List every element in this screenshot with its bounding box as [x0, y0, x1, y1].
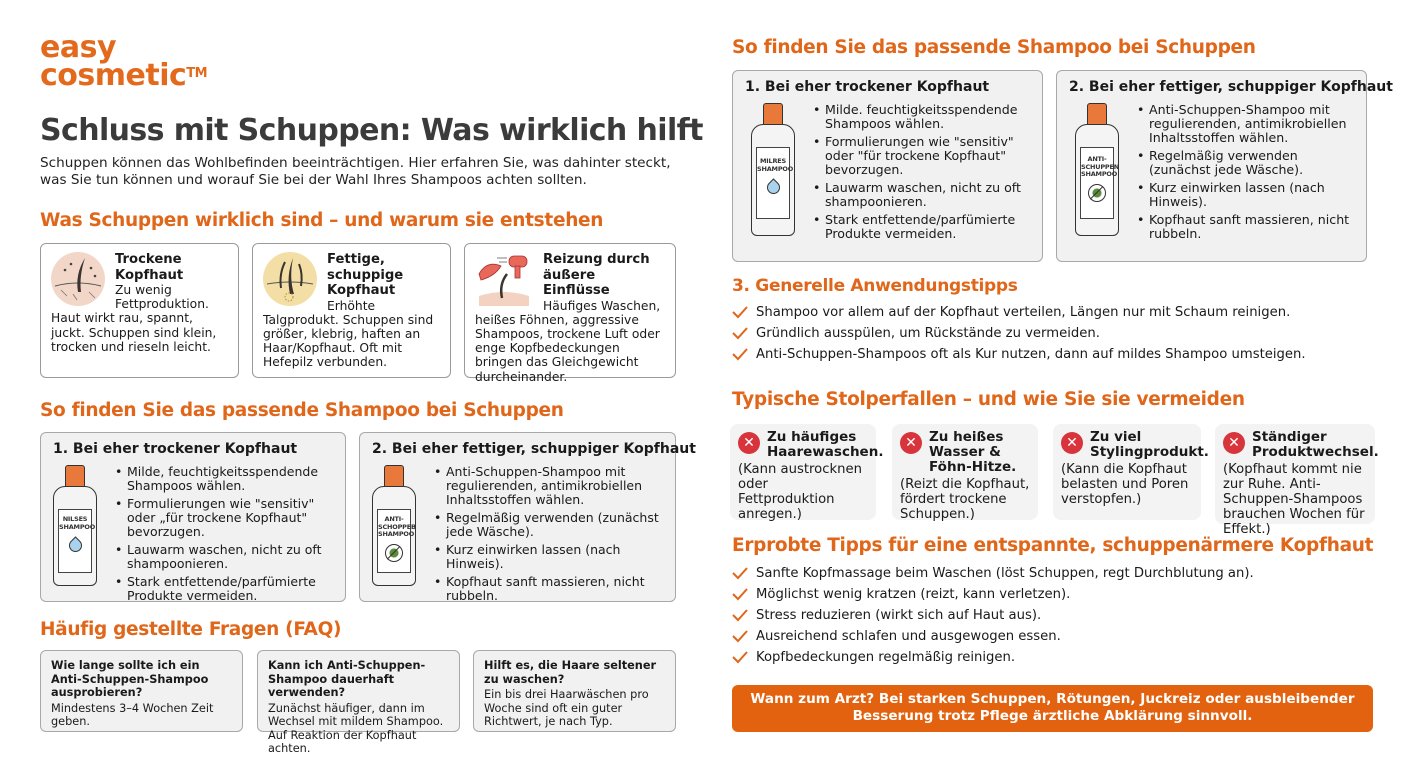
- faq-question: Wie lange sollte ich ein Anti-Schuppen-Shampoo ausprobieren?: [51, 659, 209, 699]
- pitfall-card: [1053, 424, 1209, 520]
- faq-heading: Häufig gestellte Fragen (FAQ): [40, 619, 342, 640]
- pitfalls-heading: Typische Stolperfallen – und wie Sie sie vermeiden: [732, 389, 1245, 410]
- list-item: Anti-Schuppen-Shampoos oft als Kur nutzen, dann auf mildes Shampoo umsteigen.: [732, 344, 1306, 365]
- causes-heading: Was Schuppen wirklich sind – und warum sie entstehen: [40, 210, 604, 231]
- list-item: Möglichst wenig kratzen (reizt, kann verletzen).: [732, 584, 1254, 605]
- brand-line2: cosmetic: [40, 58, 187, 93]
- list-item: • Kopfhaut sanft massieren, nicht rubbeln.: [1137, 213, 1354, 241]
- list-item: • Anti-Schuppen-Shampoo mit regulierenden, antimikrobiellen Inhaltsstoffen wählen.: [1137, 103, 1354, 145]
- faq-item: [473, 650, 676, 732]
- pitfall-text: (Kann die Kopfhaut belasten und Poren verstopfen.): [1061, 462, 1189, 507]
- list-item: • Milde, feuchtigkeitsspendende Shampoos wählen.: [115, 465, 333, 493]
- banner-line: Besserung trotz Pflege ärztliche Abklärung sinnvoll.: [852, 708, 1253, 724]
- faq-answer: Ein bis drei Haarwäschen pro Woche sind oft ein guter Richtwert, je nach Typ.: [484, 688, 649, 728]
- cause-card-irritation: [464, 243, 676, 384]
- list-item: • Stark entfettende/parfümierte Produkte vermeiden.: [813, 213, 1030, 241]
- cause-text: Zu wenig Fettproduktion. Haut wirkt rau, spannt, juckt. Schuppen sind klein, trocken und rieseln leicht.: [51, 283, 217, 354]
- list-item: • Lauwarm waschen, nicht zu oft shampoonieren.: [813, 181, 1030, 209]
- list-item: • Formulierungen wie "sensitiv" oder "für trockene Kopfhaut" bevorzugen.: [813, 135, 1030, 177]
- faq-item: [257, 650, 460, 755]
- cause-title: Trockene Kopfhaut: [115, 252, 184, 283]
- cause-card-dry: [40, 243, 239, 378]
- shampoo-heading-right: So finden Sie das passende Shampoo bei Schuppen: [732, 37, 1256, 58]
- pitfall-title: Zu heißes Wasser & Föhn-Hitze.: [929, 429, 1017, 475]
- checkmark-icon: [732, 608, 748, 622]
- list-item: • Formulierungen wie "sensitiv" oder „für trockene Kopfhaut" bevorzugen.: [115, 497, 333, 539]
- checkmark-icon: [732, 650, 748, 664]
- shampoo-tips-list: [1137, 103, 1354, 245]
- checkmark-icon: [732, 305, 748, 319]
- checkmark-icon: [732, 629, 748, 643]
- checkmark-icon: [732, 566, 748, 580]
- water-drop-icon: [764, 178, 782, 196]
- oily-scalp-icon: [263, 252, 317, 306]
- list-item: Ausreichend schlafen und ausgewogen essen.: [732, 626, 1254, 647]
- shampoo-card-dry-left: [40, 432, 346, 602]
- shampoo-card-title: 2. Bei eher fettiger, schuppiger Kopfhaut: [1069, 79, 1393, 95]
- pitfall-text: (Reizt die Kopfhaut, fördert trockene Schuppen.): [900, 477, 1030, 522]
- banner-line: Wann zum Arzt? Bei starken Schuppen, Rötungen, Juckreiz oder ausbleibender: [750, 691, 1355, 707]
- shampoo-heading-left: So finden Sie das passende Shampoo bei Schuppen: [40, 400, 564, 421]
- doctor-advice-banner: [732, 685, 1373, 732]
- shampoo-tips-list: [434, 465, 663, 607]
- water-drop-icon: [66, 536, 84, 554]
- intro-text: Schuppen können das Wohlbefinden beeinträchtigen. Hier erfahren Sie, was dahinter steckt, was Sie tun können und worauf Sie bei der Wahl Ihres Shampoos achten sollten.: [40, 155, 671, 188]
- pitfall-title: Ständiger Produktwechsel.: [1252, 429, 1379, 460]
- general-tips-list: [732, 302, 1306, 365]
- cause-text: Häufiges Waschen, heißes Föhnen, aggressive Shampoos, trockene Luft oder enge Kopfbedeckungen bringen das Gleichgewicht durcheinander.: [475, 298, 661, 384]
- pitfall-card: [730, 424, 884, 522]
- cause-card-oily: [252, 243, 451, 378]
- list-item: • Kurz einwirken lassen (nach Hinweis).: [434, 543, 663, 571]
- list-item: • Kurz einwirken lassen (nach Hinweis).: [1137, 181, 1354, 209]
- cause-text: Erhöhte Talgprodukt. Schuppen sind größer, klebrig, haften an Haar/Kopfhaut. Oft mit Hefepilz verbunden.: [263, 298, 434, 370]
- list-item: Kopfbedeckungen regelmäßig reinigen.: [732, 647, 1254, 668]
- trademark: TM: [186, 66, 208, 81]
- checkmark-icon: [732, 326, 748, 340]
- shampoo-card-oily-left: [359, 432, 696, 603]
- shampoo-card-dry-right: [732, 70, 1043, 262]
- general-tips-heading: 3. Generelle Anwendungstipps: [732, 276, 1018, 296]
- list-item: • Kopfhaut sanft massieren, nicht rubbeln.: [434, 575, 663, 603]
- cause-title: Fettige, schuppige Kopfhaut: [327, 252, 404, 298]
- list-item: • Anti-Schuppen-Shampoo mit regulierenden, antimikrobiellen Inhaltsstoffen wählen.: [434, 465, 663, 507]
- list-item: • Regelmäßig verwenden (zunächst jede Wäsche).: [434, 511, 663, 539]
- pitfall-title: Zu viel Stylingprodukt.: [1090, 429, 1209, 460]
- list-item: • Lauwarm waschen, nicht zu oft shampoonieren.: [115, 543, 333, 571]
- dry-scalp-icon: [51, 252, 105, 306]
- checkmark-icon: [732, 587, 748, 601]
- brand-line1: easy: [40, 30, 117, 65]
- mild-shampoo-bottle-icon: MILRES SHAMPOO: [751, 103, 795, 245]
- list-item: • Regelmäßig verwenden (zunächst jede Wäsche).: [1137, 149, 1354, 177]
- list-item: Sanfte Kopfmassage beim Waschen (löst Schuppen, regt Durchblutung an).: [732, 563, 1254, 584]
- faq-answer: Zunächst häufiger, dann im Wechsel mit mildem Shampoo. Auf Reaktion der Kopfhaut achten.: [268, 701, 444, 755]
- faq-question: Hilft es, die Haare seltener zu waschen?: [484, 659, 657, 686]
- shampoo-card-title: 2. Bei eher fettiger, schuppiger Kopfhaut: [372, 441, 696, 457]
- checkmark-icon: [732, 347, 748, 361]
- list-item: • Stark entfettende/parfümierte Produkte vermeiden.: [115, 575, 333, 603]
- shampoo-card-title: 1. Bei eher trockener Kopfhaut: [745, 79, 990, 95]
- shampoo-tips-list: [813, 103, 1030, 245]
- shampoo-card-title: 1. Bei eher trockener Kopfhaut: [53, 441, 298, 457]
- mild-shampoo-bottle-icon: NILSES SHAMPOO: [53, 465, 97, 607]
- faq-question: Kann ich Anti-Schuppen-Shampoo dauerhaft verwenden?: [268, 659, 426, 699]
- list-item: Stress reduzieren (wirkt sich auf Haut aus).: [732, 605, 1254, 626]
- pitfall-text: (Kopfhaut kommt nie zur Ruhe. Anti-Schuppen-Shampoos brauchen Wochen für Effekt.): [1223, 462, 1365, 537]
- no-germ-icon: [385, 544, 403, 562]
- faq-answer: Mindestens 3–4 Wochen Zeit geben.: [51, 701, 214, 728]
- list-item: • Milde. feuchtigkeitsspendende Shampoos wählen.: [813, 103, 1030, 131]
- anti-dandruff-bottle-icon: ANTI-SCHOPPEB SHAMPOO: [372, 465, 416, 607]
- list-item: Shampoo vor allem auf der Kopfhaut verteilen, Längen nur mit Schaum reinigen.: [732, 302, 1306, 323]
- list-item: Gründlich ausspülen, um Rückstände zu vermeiden.: [732, 323, 1306, 344]
- faq-item: [40, 650, 243, 732]
- pitfall-card: [892, 424, 1038, 520]
- irritation-icon: [475, 252, 533, 306]
- shampoo-tips-list: [115, 465, 333, 607]
- error-x-icon: ✕: [1061, 432, 1083, 454]
- pitfall-text: (Kann austrocknen oder Fettproduktion anregen.): [738, 462, 862, 522]
- no-germ-icon: [1088, 184, 1106, 202]
- anti-dandruff-bottle-icon: ANTI-SCHUPPEN SHAMPOO: [1075, 103, 1119, 245]
- error-x-icon: ✕: [1223, 432, 1245, 454]
- shampoo-card-oily-right: [1056, 70, 1393, 262]
- error-x-icon: ✕: [738, 432, 760, 454]
- pitfall-card: [1215, 424, 1379, 537]
- page-title: Schluss mit Schuppen: Was wirklich hilft: [40, 113, 703, 148]
- brand-logo: [40, 30, 208, 93]
- error-x-icon: ✕: [900, 432, 922, 454]
- proven-tips-heading: Erprobte Tipps für eine entspannte, schuppenärmere Kopfhaut: [732, 535, 1374, 556]
- pitfall-title: Zu häufiges Haarewaschen.: [767, 429, 884, 460]
- cause-title: Reizung durch äußere Einflüsse: [543, 252, 650, 298]
- proven-tips-list: [732, 563, 1254, 668]
